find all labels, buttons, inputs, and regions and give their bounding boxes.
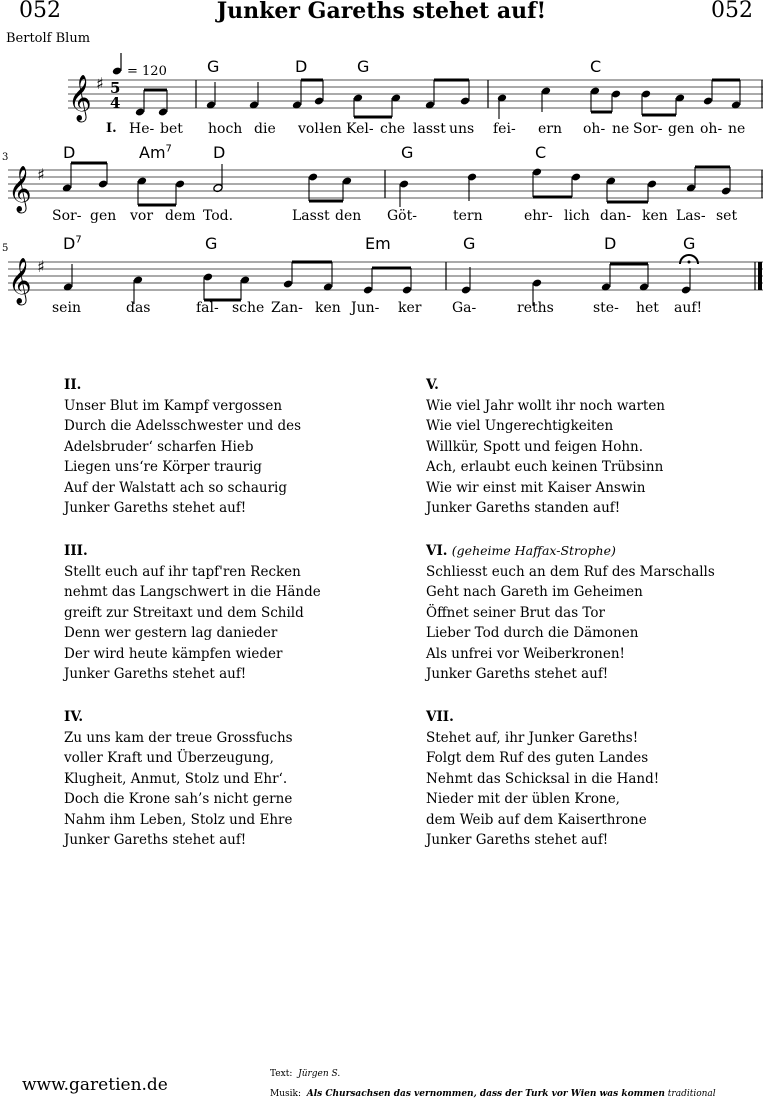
verse-number: III.	[64, 543, 88, 559]
verse-line: Denn wer gestern lag danieder	[64, 625, 278, 641]
lyric-syllable: vor	[130, 208, 154, 224]
verse-line: Junker Gareths stehet auf!	[64, 666, 247, 682]
verse-number: VI.	[426, 543, 448, 559]
chord-symbol: D	[213, 143, 226, 162]
lyric-syllable: Kel-	[346, 121, 374, 137]
chord-symbol: C	[590, 57, 602, 76]
lyric-syllable: ne	[612, 121, 630, 137]
verse-line: Lieber Tod durch die Dämonen	[426, 625, 639, 641]
lyric-syllable: ker	[398, 300, 422, 316]
song-number-left: 052	[19, 0, 61, 23]
verse-line: nehmt das Langschwert in die Hände	[64, 584, 321, 600]
chord-symbol: G	[205, 234, 218, 253]
treble-clef-icon	[68, 75, 92, 123]
lyric-syllable: das	[126, 300, 151, 316]
measure-number: 3	[2, 152, 9, 163]
lyric-syllable: Tod.	[203, 208, 234, 224]
chord-symbol: G	[463, 234, 476, 253]
lyric-syllable: Zan-	[271, 300, 303, 316]
lyric-syllable: ken	[315, 300, 341, 316]
svg-text:4: 4	[110, 94, 121, 112]
verse-line: Als unfrei vor Weiberkronen!	[426, 645, 625, 662]
tempo-quarter-note-icon	[112, 53, 122, 76]
verse-line: Ach, erlaubt euch keinen Trübsinn	[426, 459, 664, 475]
verse-line: Wie viel Ungerechtigkeiten	[426, 418, 614, 434]
lyric-syllable: che	[380, 121, 406, 137]
staff-system-1	[68, 80, 763, 108]
music-credit: Musik: Als Chursachsen das vernommen, dass der Turk vor Wien was kommen traditional	[270, 1089, 716, 1099]
lyric-syllable: Sor-	[633, 121, 663, 137]
verse-line: Nahm ihm Leben, Stolz und Ehre	[64, 811, 293, 828]
lyric-syllable: oh-	[700, 121, 723, 137]
lyric-syllable: dan-	[600, 208, 632, 224]
verse-7	[426, 707, 659, 851]
verse-note: (geheime Haffax-Strophe)	[451, 543, 616, 558]
verse-line: Auf der Walstatt ach so schaurig	[64, 479, 288, 496]
lyric-syllable: tern	[453, 208, 483, 224]
chord-symbol: Em	[365, 234, 391, 253]
song-number-right: 052	[711, 0, 753, 23]
verse-line: Junker Gareths standen auf!	[426, 500, 621, 516]
lyric-syllable: den	[335, 208, 362, 224]
verse-line: Klugheit, Anmut, Stolz und Ehr‘.	[64, 770, 288, 787]
verse-line: Willkür, Spott und feigen Hohn.	[426, 438, 644, 455]
lyric-syllable: vol-	[298, 121, 324, 137]
fermata-icon	[680, 255, 698, 264]
verse-label: I.	[106, 121, 117, 136]
svg-text:𝄞: 𝄞	[8, 166, 32, 212]
music-score	[0, 0, 763, 340]
lyric-syllable: ern	[538, 121, 562, 137]
lyric-syllable: fal-	[196, 300, 219, 316]
verse-line: Adelsbruder‘ scharfen Hieb	[64, 438, 254, 455]
lyric-syllable: Ga-	[452, 300, 477, 316]
lyric-syllable: Lasst	[292, 208, 330, 224]
chord-symbol: Am$^7$	[139, 143, 172, 162]
lyric-syllable: Göt-	[387, 208, 417, 224]
lyric-syllable: Sor-	[52, 208, 82, 224]
verse-line: Stellt euch auf ihr tapf'ren Recken	[64, 563, 301, 580]
verse-6	[426, 541, 715, 685]
chord-symbol: G	[357, 57, 370, 76]
sharp-icon	[96, 74, 104, 93]
verse-3	[64, 541, 321, 685]
time-signature	[110, 79, 120, 112]
verse-number: V.	[426, 377, 439, 393]
verse-line: Wie viel Jahr wollt ihr noch warten	[426, 397, 666, 414]
verse-line: Öffnet seiner Brut das Tor	[426, 604, 605, 621]
composer: Bertolf Blum	[6, 31, 91, 46]
lyric-syllable: het	[636, 300, 659, 316]
verse-line: Zu uns kam der treue Grossfuchs	[64, 729, 293, 746]
lyric-syllable: ehr-	[524, 208, 553, 224]
verse-line: Nehmt das Schicksal in die Hand!	[426, 770, 660, 787]
svg-text:𝄞: 𝄞	[8, 258, 32, 304]
lyric-syllable: len	[320, 121, 342, 137]
verse-line: Durch die Adelsschwester und des	[64, 418, 302, 434]
song-title: Junker Gareths stehet auf!	[216, 0, 547, 24]
verse-5	[426, 375, 665, 519]
lyric-syllable: He-	[129, 121, 155, 137]
verse-line: dem Weib auf dem Kaiserthrone	[426, 811, 647, 828]
lyric-syllable: sein	[52, 300, 81, 316]
verse-line: greift zur Streitaxt und dem Schild	[64, 604, 304, 621]
svg-text:♯: ♯	[96, 74, 104, 93]
lyric-syllable: ste-	[593, 300, 619, 316]
lyric-syllable: auf!	[674, 300, 703, 316]
chord-symbol: G	[207, 57, 220, 76]
lyric-syllable: Las-	[676, 208, 706, 224]
verse-line: Liegen uns‘re Körper traurig	[64, 459, 262, 475]
lyric-syllable: lich	[564, 208, 590, 224]
lyric-syllable: dem	[165, 208, 196, 224]
measure-number: 5	[2, 243, 9, 254]
lyric-syllable: sche	[232, 300, 265, 316]
staff-system-3	[8, 262, 763, 290]
verse-line: Junker Gareths stehet auf!	[64, 832, 247, 848]
lyric-syllable: gen	[668, 121, 695, 137]
lyric-syllable: ken	[642, 208, 668, 224]
verse-line: Unser Blut im Kampf vergossen	[64, 397, 283, 414]
verse-number: IV.	[64, 709, 84, 725]
verse-line: Folgt dem Ruf des guten Landes	[426, 750, 649, 766]
lyric-syllable: gen	[90, 208, 117, 224]
lyric-syllable: oh-	[583, 121, 606, 137]
tempo-marking: = 120	[127, 64, 167, 79]
verse-4	[64, 707, 293, 851]
svg-text:♯: ♯	[37, 257, 45, 276]
lyric-syllable: fei-	[493, 121, 516, 137]
verse-number: VII.	[426, 709, 454, 725]
lyric-syllable: lasst	[413, 121, 446, 137]
chord-symbol: D	[604, 234, 617, 253]
svg-text:𝄞: 𝄞	[68, 75, 92, 121]
chord-symbol: C	[535, 143, 547, 162]
verse-line: Wie wir einst mit Kaiser Answin	[426, 479, 646, 496]
verse-line: Stehet auf, ihr Junker Gareths!	[426, 729, 639, 746]
lyric-syllable: reths	[517, 300, 554, 316]
chord-symbol: $D^7$	[63, 234, 82, 253]
verse-line: Junker Gareths stehet auf!	[426, 832, 609, 848]
lyric-syllable: ne	[728, 121, 746, 137]
chord-symbol: G	[683, 234, 696, 253]
lyric-syllable: uns	[449, 121, 475, 137]
verse-line: Geht nach Gareth im Geheimen	[426, 584, 643, 600]
verse-2	[64, 375, 301, 519]
lyric-syllable: die	[254, 121, 276, 137]
verse-line: Junker Gareths stehet auf!	[426, 666, 609, 682]
verse-line: Doch die Krone sah’s nicht gerne	[64, 791, 293, 807]
verse-line: Der wird heute kämpfen wieder	[64, 645, 283, 662]
verse-line: voller Kraft und Überzeugung,	[64, 750, 274, 766]
verse-line: Junker Gareths stehet auf!	[64, 500, 247, 516]
lyric-syllable: set	[716, 208, 738, 224]
verse-line: Schliesst euch an dem Ruf des Marschalls	[426, 563, 715, 580]
website-link[interactable]: www.garetien.de	[22, 1075, 168, 1095]
svg-text:5: 5	[110, 79, 121, 97]
svg-text:♯: ♯	[37, 165, 45, 184]
chord-symbol: D	[295, 57, 308, 76]
chord-symbol: D	[63, 143, 76, 162]
lyric-syllable: Jun-	[351, 300, 380, 316]
verse-line: Nieder mit der üblen Krone,	[426, 791, 620, 807]
lyric-syllable: hoch	[208, 121, 243, 137]
verse-number: II.	[64, 377, 82, 393]
lyric-syllable: bet	[160, 121, 183, 137]
text-credit: Text: Jürgen S.	[270, 1069, 341, 1079]
chord-symbol: G	[401, 143, 414, 162]
